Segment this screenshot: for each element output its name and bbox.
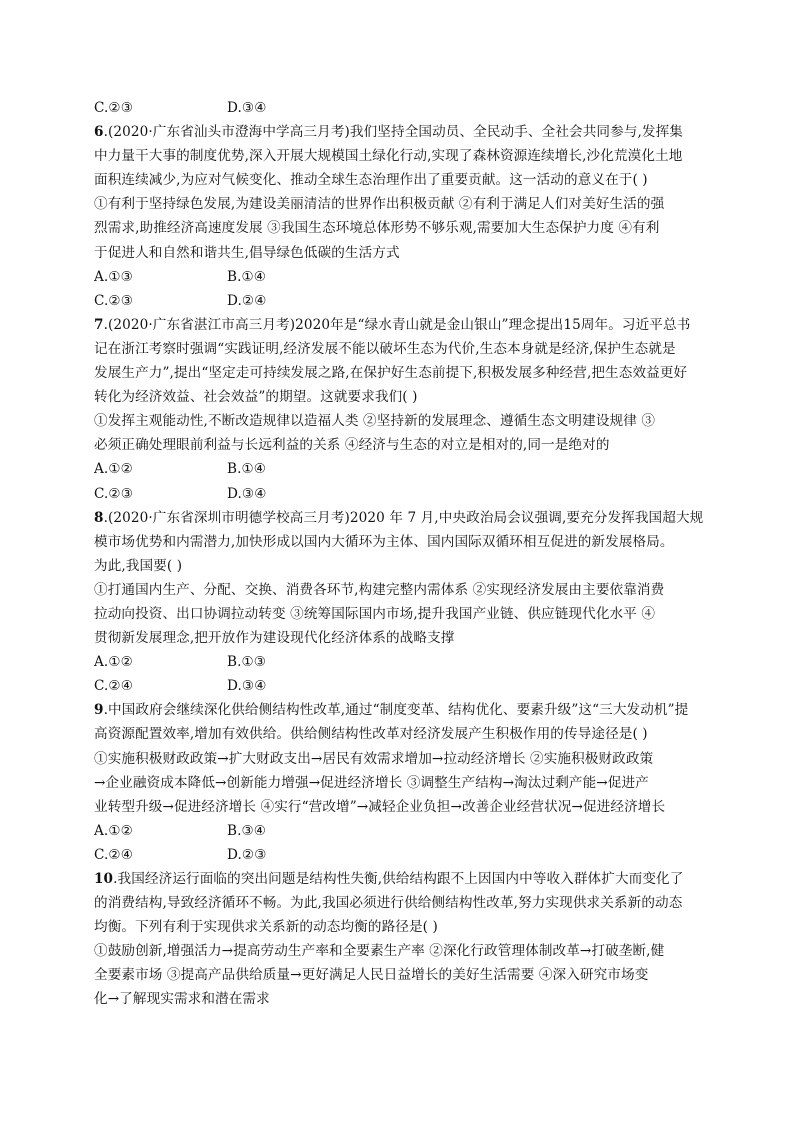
option-c: C.②③ bbox=[94, 485, 134, 502]
question-10 bbox=[94, 867, 702, 1012]
option-b: B.①③ bbox=[227, 654, 267, 671]
options-row bbox=[94, 289, 702, 313]
question-line: 化→了解现实需求和潜在需求 bbox=[94, 991, 270, 1008]
question-number: 9 bbox=[94, 702, 104, 719]
question-9 bbox=[94, 698, 702, 867]
question-number: 8 bbox=[94, 509, 104, 526]
question-line: 业转型升级→促进经济增长 ④实行“营改增”→减轻企业负担→改善企业经营状况→促进经济增长 bbox=[94, 798, 666, 815]
question-line: 转化为经济效益、社会效益”的期望。这就要求我们( ) bbox=[94, 389, 418, 406]
question-line: 发展生产力”,提出“坚定走可持续发展之路,在保护好生态前提下,积极发展多种经营,把生态效益更好 bbox=[94, 365, 688, 382]
question-number: 10 bbox=[94, 871, 114, 887]
question-line: 10.我国经济运行面临的突出问题是结构性失衡,供给结构跟不上因国内中等收入群体扩大而变化了 bbox=[94, 871, 684, 887]
question-line: ①发挥主观能动性,不断改造规律以造福人类 ②坚持新的发展理念、遵循生态文明建设规律 ③ bbox=[94, 413, 656, 430]
question-line: 均衡。下列有利于实现供求关系新的动态均衡的路径是( ) bbox=[94, 919, 438, 936]
question-line: 贯彻新发展理念,把开放作为建设现代化经济体系的战略支撑 bbox=[94, 630, 455, 647]
option-d: D.②③ bbox=[227, 846, 267, 863]
question-line: ①鼓励创新,增强活力→提高劳动生产率和全要素生产率 ②深化行政管理体制改革→打破垄断,健 bbox=[94, 943, 665, 960]
option-d: D.③④ bbox=[227, 678, 267, 695]
options-row bbox=[94, 482, 702, 506]
question-8 bbox=[94, 506, 702, 699]
option-b: B.①④ bbox=[227, 268, 267, 285]
option-c: C.②③ bbox=[94, 292, 134, 309]
options-row bbox=[94, 843, 702, 867]
question-line: 必须正确处理眼前利益与长远利益的关系 ④经济与生态的对立是相对的,同一是绝对的 bbox=[94, 437, 610, 454]
question-6 bbox=[94, 120, 702, 313]
option-d: D.③④ bbox=[227, 100, 267, 116]
options-row bbox=[94, 457, 702, 481]
option-b: B.③④ bbox=[227, 822, 267, 839]
question-line: 中力量干大事的制度优势,深入开展大规模国土绿化行动,实现了森林资源连续增长,沙化荒漠化土地 bbox=[94, 148, 683, 165]
options-row bbox=[94, 819, 702, 843]
question-line: 7.(2020·广东省湛江市高三月考)2020年是“绿水青山就是金山银山”理念提出15周年。习近平总书 bbox=[94, 316, 691, 333]
options-row bbox=[94, 674, 702, 698]
question-line: 面积连续减少,为应对气候变化、推动全球生态治理作出了重要贡献。这一活动的意义在于( ) bbox=[94, 172, 648, 189]
question-number: 6 bbox=[94, 124, 104, 141]
question-line: 8.(2020·广东省深圳市明德学校高三月考)2020 年 7 月,中央政治局会议强调,要充分发挥我国超大规 bbox=[94, 509, 704, 526]
option-a: A.①③ bbox=[94, 268, 133, 285]
question-line: 9.中国政府会继续深化供给侧结构性改革,通过“制度变革、结构优化、要素升级”这“三大发动机”提 bbox=[94, 702, 689, 719]
question-line: ①打通国内生产、分配、交换、消费各环节,构建完整内需体系 ②实现经济发展由主要依靠消费 bbox=[94, 581, 665, 598]
question-line: 模市场优势和内需潜力,加快形成以国内大循环为主体、国内国际双循环相互促进的新发展格局。 bbox=[94, 533, 674, 550]
option-c: C.②③ bbox=[94, 100, 134, 116]
question-number: 7 bbox=[94, 316, 104, 333]
prev-question-options bbox=[94, 96, 702, 120]
options-row bbox=[94, 650, 702, 674]
question-line: →企业融资成本降低→创新能力增强→促进经济增长 ③调整生产结构→淘汰过剩产能→促进产 bbox=[94, 774, 649, 791]
question-line: 为此,我国要( ) bbox=[94, 557, 183, 574]
question-line: 记在浙江考察时强调“实践证明,经济发展不能以破坏生态为代价,生态本身就是经济,保护生态就是 bbox=[94, 340, 676, 357]
question-line: ①有利于坚持绿色发展,为建设美丽清洁的世界作出积极贡献 ②有利于满足人们对美好生活的强 bbox=[94, 196, 665, 213]
question-line: 全要素市场 ③提高产品供给质量→更好满足人民日益增长的美好生活需要 ④深入研究市场变 bbox=[94, 967, 649, 984]
document-page bbox=[94, 96, 702, 1012]
option-d: D.②④ bbox=[227, 292, 267, 309]
options-row bbox=[94, 265, 702, 289]
option-d: D.③④ bbox=[227, 485, 267, 502]
option-b: B.①④ bbox=[227, 461, 267, 478]
option-c: C.②④ bbox=[94, 678, 134, 695]
question-line: 烈需求,助推经济高速度发展 ③我国生态环境总体形势不够乐观,需要加大生态保护力度 ④有利 bbox=[94, 220, 660, 237]
option-a: A.①② bbox=[94, 461, 133, 478]
question-line: ①实施积极财政政策→扩大财政支出→居民有效需求增加→拉动经济增长 ②实施积极财政政策 bbox=[94, 750, 654, 767]
question-line: 于促进人和自然和谐共生,倡导绿色低碳的生活方式 bbox=[94, 244, 400, 261]
question-line: 高资源配置效率,增加有效供给。供给侧结构性改革对经济发展产生积极作用的传导途径是( ) bbox=[94, 726, 648, 743]
question-line: 拉动向投资、出口协调拉动转变 ③统筹国际国内市场,提升我国产业链、供应链现代化水平 ④ bbox=[94, 605, 656, 622]
question-line: 的消费结构,导致经济循环不畅。为此,我国必须进行供给侧结构性改革,努力实现供求关系新的动态 bbox=[94, 895, 683, 912]
question-line: 6.(2020·广东省汕头市澄海中学高三月考)我们坚持全国动员、全民动手、全社会共同参与,发挥集 bbox=[94, 124, 683, 141]
option-a: A.①② bbox=[94, 822, 133, 839]
option-a: A.①② bbox=[94, 654, 133, 671]
question-7 bbox=[94, 313, 702, 506]
option-c: C.②④ bbox=[94, 846, 134, 863]
